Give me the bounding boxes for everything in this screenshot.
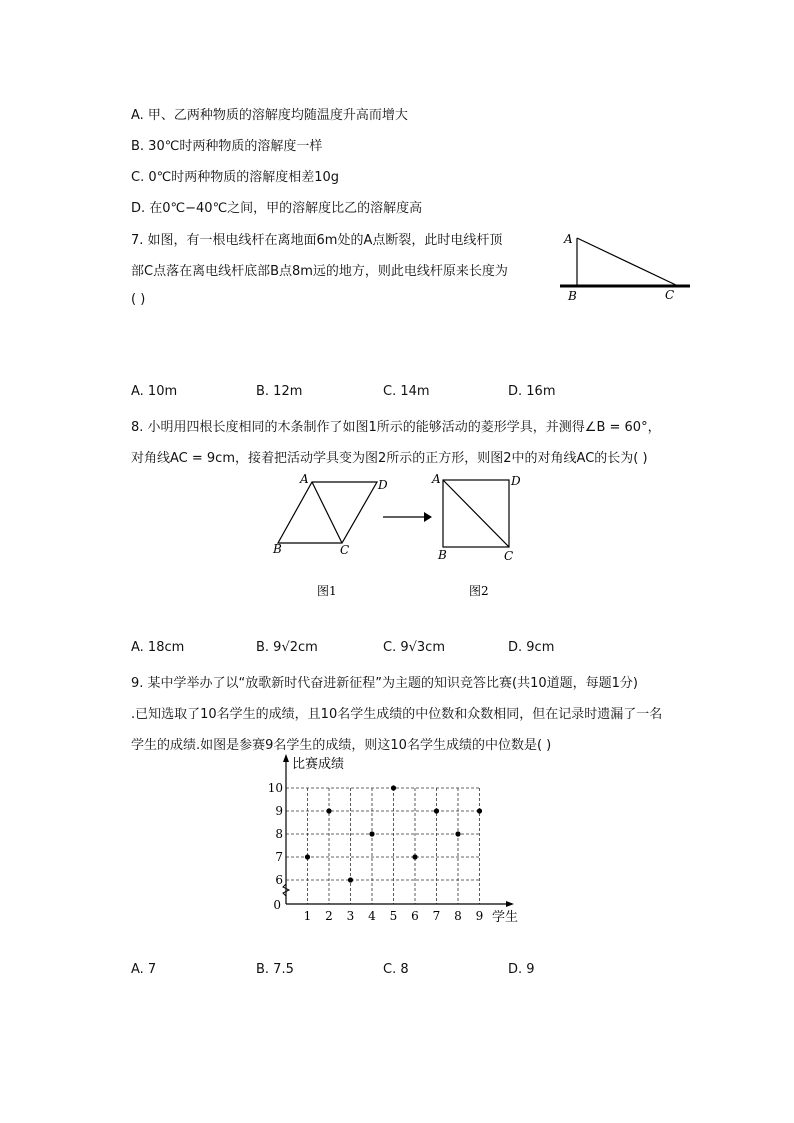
- fig1-caption: 图1: [317, 584, 337, 598]
- data-point-6: [412, 854, 417, 859]
- q8-figure-2: [430, 470, 530, 602]
- y-tick-label-6: 6: [275, 873, 283, 887]
- q8-option-b: B. 9√2cm: [256, 640, 318, 655]
- transform-arrow: [380, 510, 436, 524]
- y-axis-title: 比赛成绩: [292, 757, 345, 772]
- y-tick-label-9: 9: [275, 804, 283, 818]
- y-tick-label-7: 7: [275, 850, 283, 864]
- q8-option-d: D. 9cm: [508, 640, 555, 655]
- point-label-c: C: [665, 288, 675, 302]
- fig2-label-a: A: [432, 472, 441, 486]
- x-tick-label-1: 1: [303, 909, 312, 923]
- data-point-5: [391, 785, 396, 790]
- data-point-7: [434, 808, 439, 813]
- fig1-label-c: C: [340, 543, 350, 557]
- q6-option-b: B. 30℃时两种物质的溶解度一样: [131, 139, 323, 154]
- score-scatter-chart: [258, 752, 538, 932]
- broken-top-ac: [577, 238, 678, 286]
- q7-stem-line2: 部C点落在离电线杆底部B点8m远的地方，则此电线杆原来长度为: [131, 264, 508, 279]
- fig2-caption: 图2: [469, 584, 489, 598]
- q7-figure: [560, 226, 695, 306]
- point-label-a: A: [564, 232, 573, 246]
- diagonal-ac: [443, 480, 509, 547]
- data-point-1: [305, 854, 310, 859]
- q6-option-d: D. 在0℃−40℃之间，甲的溶解度比乙的溶解度高: [131, 201, 423, 216]
- q7-stem-line3: ( ): [131, 292, 146, 307]
- q9-stem-line3: 学生的成绩.如图是参赛9名学生的成绩，则这10名学生成绩的中位数是( ): [131, 738, 552, 753]
- fig2-label-d: D: [511, 474, 521, 488]
- y-axis-arrow: [283, 754, 289, 762]
- x-axis-title: 学生: [492, 910, 519, 925]
- x-axis-arrow: [506, 901, 514, 907]
- q6-option-c: C. 0℃时两种物质的溶解度相差10g: [131, 170, 340, 185]
- fig2-label-c: C: [504, 549, 514, 563]
- x-tick-label-5: 5: [389, 909, 398, 923]
- x-tick-label-3: 3: [346, 909, 355, 923]
- q9-stem-line1: 9. 某中学举办了以“放歌新时代奋进新征程”为主题的知识竞答比赛(共10道题，每题1分): [131, 676, 638, 691]
- diagonal-ac: [312, 482, 342, 543]
- x-tick-label-8: 8: [454, 909, 462, 923]
- q8-option-a: A. 18cm: [131, 640, 185, 655]
- y-tick-label-10: 10: [267, 781, 283, 795]
- fig1-label-b: B: [273, 542, 282, 556]
- data-point-8: [455, 831, 460, 836]
- fig1-label-d: D: [378, 478, 388, 492]
- q8-figure-1: [270, 472, 395, 602]
- x-tick-label-4: 4: [368, 909, 376, 923]
- q7-option-d: D. 16m: [508, 384, 556, 399]
- fig2-label-b: B: [438, 548, 447, 562]
- data-point-9: [477, 808, 482, 813]
- x-tick-label-9: 9: [475, 909, 484, 923]
- q9-option-d: D. 9: [508, 962, 535, 977]
- q8-option-c: C. 9√3cm: [383, 640, 445, 655]
- origin-label: 0: [273, 898, 281, 912]
- q9-stem-line2: .已知选取了10名学生的成绩，且10名学生成绩的中位数和众数相同，但在记录时遗漏了一名: [131, 707, 663, 722]
- q7-option-c: C. 14m: [383, 384, 430, 399]
- q7-option-a: A. 10m: [131, 384, 178, 399]
- fig1-label-a: A: [300, 472, 309, 486]
- q8-stem-line1: 8. 小明用四根长度相同的木条制作了如图1所示的能够活动的菱形学具，并测得∠B = 60°，: [131, 420, 661, 435]
- point-label-b: B: [568, 289, 577, 303]
- y-tick-label-8: 8: [275, 827, 283, 841]
- x-tick-label-7: 7: [432, 909, 441, 923]
- data-point-2: [326, 808, 331, 813]
- x-tick-label-6: 6: [411, 909, 419, 923]
- q9-option-c: C. 8: [383, 962, 409, 977]
- q6-option-a: A. 甲、乙两种物质的溶解度均随温度升高而增大: [131, 108, 408, 123]
- data-point-4: [369, 831, 374, 836]
- x-tick-label-2: 2: [325, 909, 333, 923]
- q8-stem-line2: 对角线AC = 9cm，接着把活动学具变为图2所示的正方形，则图2中的对角线AC的长为( ): [131, 451, 648, 466]
- q9-option-a: A. 7: [131, 962, 157, 977]
- q7-stem-line1: 7. 如图，有一根电线杆在离地面6m处的A点断裂，此时电线杆顶: [131, 233, 503, 248]
- data-point-3: [348, 877, 353, 882]
- q9-option-b: B. 7.5: [256, 962, 294, 977]
- q7-option-b: B. 12m: [256, 384, 303, 399]
